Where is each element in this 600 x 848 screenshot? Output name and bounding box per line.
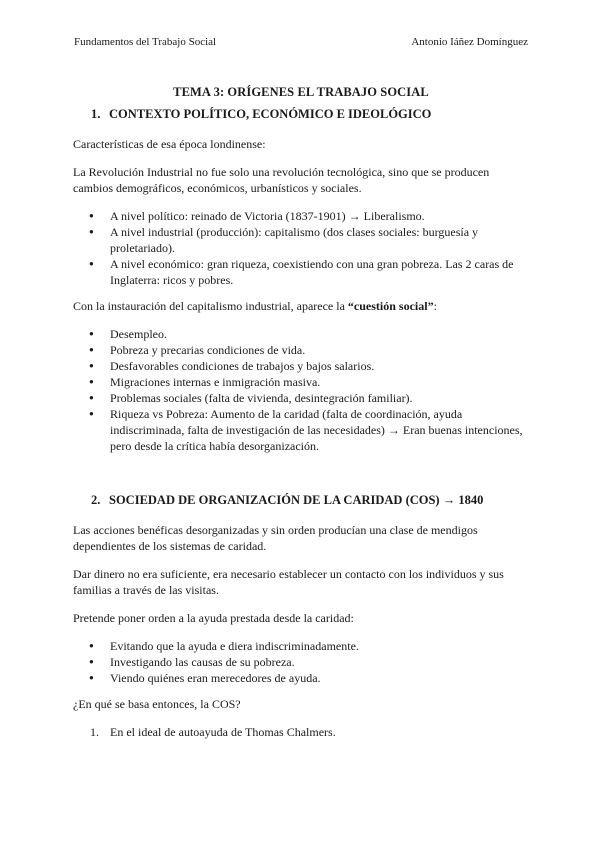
section-1-number: 1. xyxy=(91,107,101,121)
list-item: ● Pobreza y precarias condiciones de vida. xyxy=(73,342,529,358)
cos-basis-list xyxy=(73,724,529,740)
section-2-title: SOCIEDAD DE ORGANIZACIÓN DE LA CARIDAD (COS) → 1840 xyxy=(109,493,484,507)
page-header xyxy=(74,36,528,48)
list-item: ● Investigando las causas de su pobreza. xyxy=(73,654,529,670)
list-item: ● A nivel económico: gran riqueza, coexistiendo con una gran pobreza. Las 2 caras de Inglaterra: ricos y pobres. xyxy=(73,256,529,288)
section-1-heading xyxy=(73,106,529,122)
context-list xyxy=(73,208,529,288)
list-item: ● Evitando que la ayuda e diera indiscriminadamente. xyxy=(73,638,529,654)
header-author: Antonio Iáñez Domínguez xyxy=(411,36,528,48)
social-intro-text: Con la instauración del capitalismo industrial, aparece la xyxy=(73,299,348,313)
list-item: ● Migraciones internas e inmigración masiva. xyxy=(73,374,529,390)
cos-aims-list xyxy=(73,638,529,686)
section-2-number: 2. xyxy=(91,493,101,507)
section-2-heading xyxy=(73,492,529,508)
social-question-list xyxy=(73,326,529,454)
section-2-paragraph-3: Pretende poner orden a la ayuda prestada desde la caridad: xyxy=(73,611,354,625)
section-2-paragraph-1: Las acciones benéficas desorganizadas y sin orden producían una clase de mendigos dependientes de los sistemas de caridad. xyxy=(73,523,478,553)
list-item: ● Desempleo. xyxy=(73,326,529,342)
ordered-item-number: 1. xyxy=(90,725,99,739)
list-item: ● Desfavorables condiciones de trabajos y bajos salarios. xyxy=(73,358,529,374)
list-item: ● A nivel industrial (producción): capitalismo (dos clases sociales: burguesía y proletariado). xyxy=(73,224,529,256)
document-body xyxy=(73,84,529,740)
document-title: TEMA 3: ORÍGENES EL TRABAJO SOCIAL xyxy=(173,85,429,99)
social-intro-colon: : xyxy=(433,299,437,313)
section-2-paragraph-2: Dar dinero no era suficiente, era necesario establecer un contacto con los individuos y sus familias a través de las visitas. xyxy=(73,567,504,597)
ordered-item xyxy=(73,724,529,740)
cos-question: ¿En qué se basa entonces, la COS? xyxy=(73,697,241,711)
list-item: ● Viendo quiénes eran merecedores de ayuda. xyxy=(73,670,529,686)
list-item: ● A nivel político: reinado de Victoria (1837-1901) → Liberalismo. xyxy=(73,208,529,224)
list-item: ● Problemas sociales (falta de vivienda, desintegración familiar). xyxy=(73,390,529,406)
social-question-intro xyxy=(73,298,529,314)
list-item: ● Riqueza vs Pobreza: Aumento de la caridad (falta de coordinación, ayuda indiscriminada, falta de investigación de las necesidades) → Eran buenas intenciones, pero desde la crítica había desorganización. xyxy=(73,406,529,454)
section-1-paragraph: La Revolución Industrial no fue solo una revolución tecnológica, sino que se producen cambios demográficos, económicos, urbanísticos y sociales. xyxy=(73,165,490,195)
section-1-intro: Características de esa época londinense: xyxy=(73,137,266,151)
header-course: Fundamentos del Trabajo Social xyxy=(74,36,217,48)
ordered-item-text: En el ideal de autoayuda de Thomas Chalmers. xyxy=(110,725,336,739)
section-1-title: CONTEXTO POLÍTICO, ECONÓMICO E IDEOLÓGICO xyxy=(109,107,432,121)
social-question-term: “cuestión social” xyxy=(347,299,434,313)
